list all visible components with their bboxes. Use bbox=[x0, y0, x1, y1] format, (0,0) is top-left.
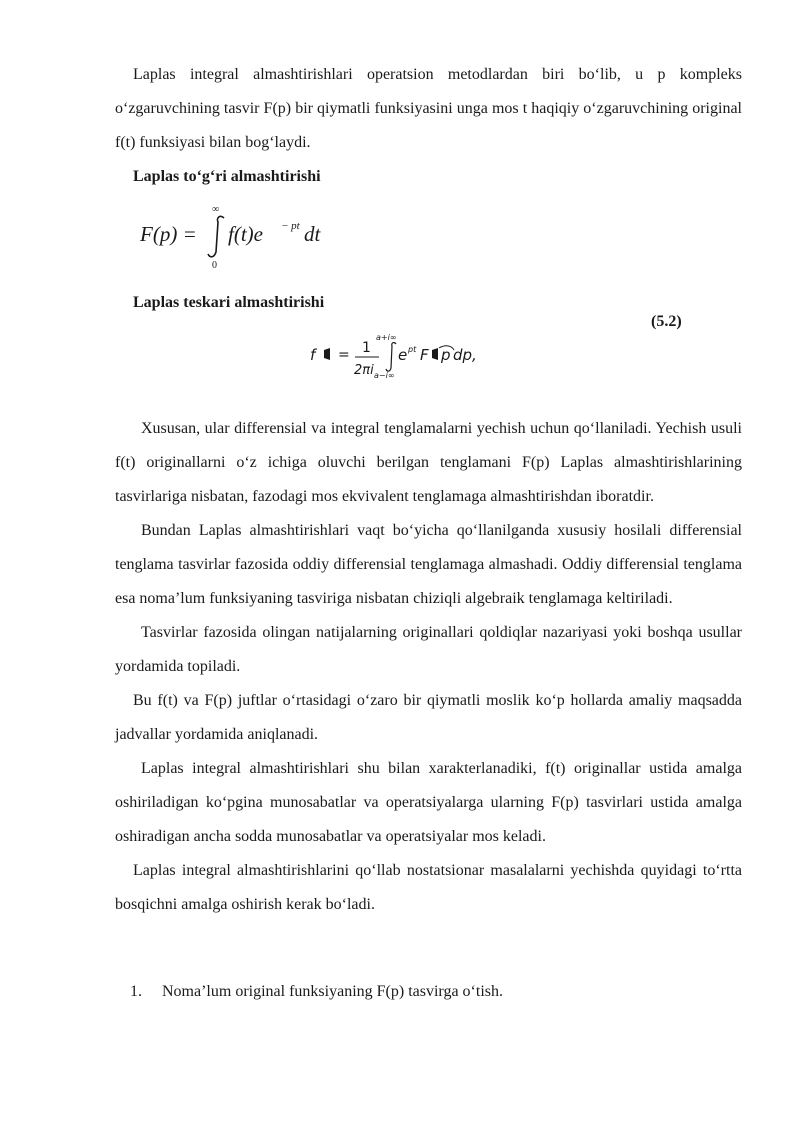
integral-sign bbox=[208, 216, 224, 256]
integral-sign-2 bbox=[386, 343, 396, 372]
list-item-number: 1. bbox=[130, 983, 142, 1000]
paragraph-originals: Tasvirlar fazosida olingan natijalarning originallari qoldiqlar nazariyasi yoki boshqa usullar yordamida topiladi. bbox=[115, 624, 742, 675]
formula2-exponent: pt bbox=[408, 345, 417, 354]
formula2-lower-limit: a−i∞ bbox=[374, 371, 395, 380]
formula2-equals: = bbox=[338, 347, 350, 363]
list-item-text: Noma’lum original funksiyaning F(p) tasvirga o‘tish. bbox=[162, 983, 503, 1000]
formula1-lhs: F(p) = bbox=[140, 222, 197, 246]
formula-inverse-transform bbox=[300, 328, 500, 386]
paragraph-pde: Bundan Laplas almashtirishlari vaqt bo‘yicha qo‘llanilganda xususiy hosilali differensial tenglama tasvirlar fazosida oddiy differensial tenglamaga almashadi. Oddiy differensial tenglama esa noma’lum funksiyaning tasviriga nisbatan chiziqli algebraik tenglamaga keltiriladi. bbox=[115, 522, 742, 607]
formula2-bracket-glyph-2 bbox=[432, 348, 438, 360]
formula2-bracket-glyph bbox=[324, 348, 330, 360]
document-page bbox=[115, 0, 742, 922]
formula2-upper-limit: a+i∞ bbox=[376, 333, 397, 342]
paragraph-usage: Xususan, ular differensial va integral tenglamalarni yechish uchun qo‘llaniladi. Yechish usuli f(t) originallarni o‘z ichiga oluvchi berilgan tenglamani F(p) Laplas almashtirishlarining tasvirlariga nisbatan, fazodagi mos ekvivalent tenglamaga almashtirishdan iboratdir. bbox=[115, 420, 742, 505]
formula2-dp: dp, bbox=[453, 346, 477, 364]
formula2-lhs: f bbox=[310, 346, 316, 364]
formula1-upper-limit: ∞ bbox=[212, 204, 220, 215]
paragraph-tables: Bu f(t) va F(p) juftlar o‘rtasidagi o‘zaro bir qiymatli moslik ko‘p hollarda amaliy maqsadda jadvallar yordamida aniqlanadi. bbox=[115, 692, 742, 743]
formula1-integrand: f(t)e bbox=[228, 222, 263, 246]
formula1-lower-limit: 0 bbox=[212, 260, 217, 268]
paragraph-relations: Laplas integral almashtirishlari shu bilan xarakterlanadiki, f(t) originallar ustida amalga oshiriladigan ko‘pgina munosabatlar va operatsiyalarga ularning F(p) tasvirlari ustida amalga oshiradigan ancha sodda munosabatlar va operatsiyalar mos keladi. bbox=[115, 760, 742, 845]
formula2-numerator: 1 bbox=[362, 340, 371, 356]
formula2-e: e bbox=[398, 346, 408, 364]
formula-direct-transform bbox=[140, 196, 340, 268]
heading-inverse-transform: Laplas teskari almashtirishi bbox=[133, 294, 325, 311]
paragraph-stages: Laplas integral almashtirishlarini qo‘llab nostatsionar masalalarni yechishda quyidagi to‘rtta bosqichni amalga oshirish kerak bo‘ladi. bbox=[115, 862, 742, 913]
equation-number: (5.2) bbox=[651, 313, 682, 330]
formula1-dt: dt bbox=[304, 222, 321, 246]
formula1-exponent: − pt bbox=[281, 220, 300, 232]
list-item bbox=[130, 975, 503, 1009]
heading-direct-transform: Laplas to‘g‘ri almashtirishi bbox=[133, 168, 321, 185]
paragraph-intro: Laplas integral almashtirishlari operatsion metodlardan biri bo‘lib, u p kompleks o‘zgaruvchining tasvir F(p) bir qiymatli funksiyasini unga mos t haqiqiy o‘zgaruvchining original f(t) funksiyasi bilan bog‘laydi. bbox=[115, 66, 742, 151]
formula2-F: F bbox=[420, 346, 429, 364]
formula2-denominator: 2πi bbox=[354, 363, 374, 378]
formula2-p: p bbox=[441, 346, 451, 364]
